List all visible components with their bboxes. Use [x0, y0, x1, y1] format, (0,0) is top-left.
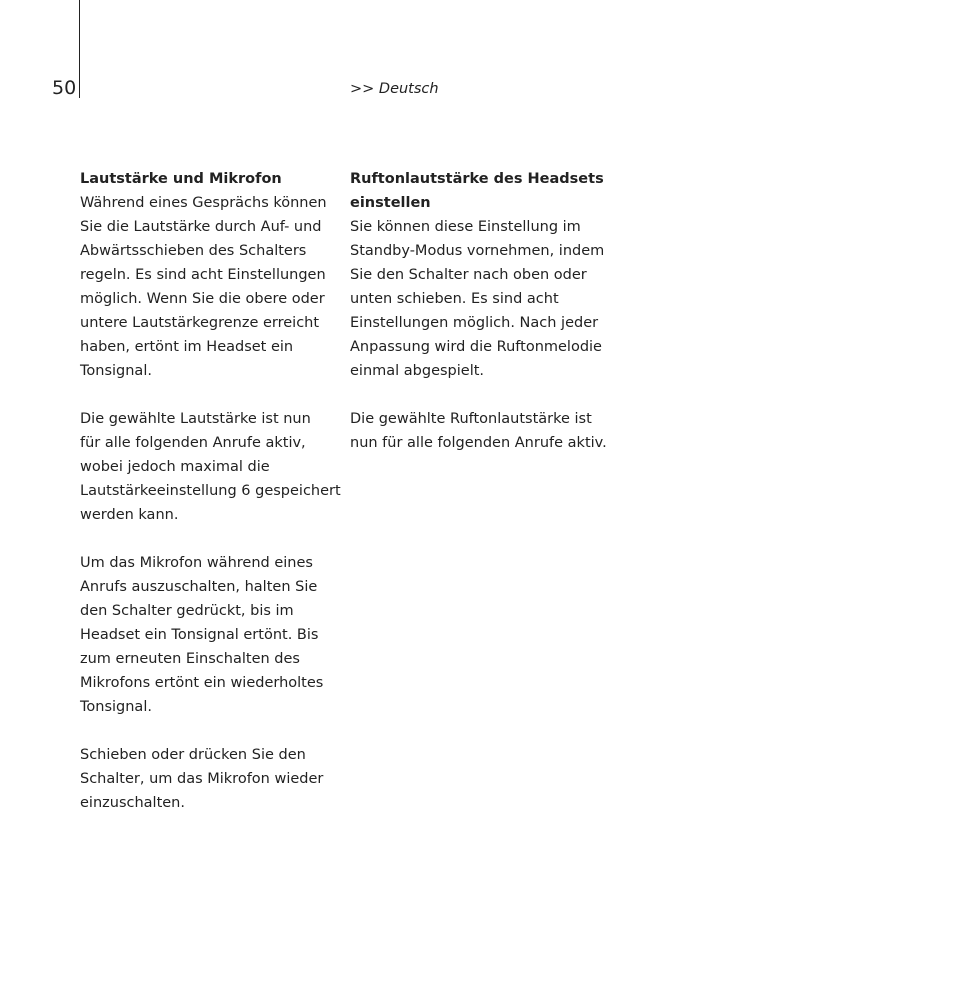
section-heading-ringtone-volume — [350, 167, 612, 215]
section-heading-volume-microphone — [80, 167, 342, 191]
heading-line: einstellen — [350, 195, 431, 211]
text-line: Sie die Lautstärke durch Auf- und — [80, 219, 322, 235]
text-line: Tonsignal. — [80, 363, 152, 379]
text-line: Sie den Schalter nach oben oder — [350, 267, 587, 283]
text-line: Schieben oder drücken Sie den — [80, 747, 306, 763]
text-line: Einstellungen möglich. Nach jeder — [350, 315, 599, 331]
text-line: haben, ertönt im Headset ein — [80, 339, 294, 355]
text-line: Abwärtsschieben des Schalters — [80, 243, 307, 259]
text-line: Anpassung wird die Ruftonmelodie — [350, 339, 602, 355]
text-line: Standby-Modus vornehmen, indem — [350, 243, 605, 259]
paragraph-mute-microphone — [80, 551, 342, 719]
text-line: Lautstärkeeinstellung 6 gespeichert — [80, 483, 341, 499]
text-line: möglich. Wenn Sie die obere oder — [80, 291, 325, 307]
paragraph-ringtone-adjust — [350, 215, 612, 383]
text-line: Headset ein Tonsignal ertönt. Bis — [80, 627, 319, 643]
right-column — [350, 167, 612, 455]
text-line: einzuschalten. — [80, 795, 185, 811]
text-line: zum erneuten Einschalten des — [80, 651, 300, 667]
text-line: untere Lautstärkegrenze erreicht — [80, 315, 320, 331]
text-line: den Schalter gedrückt, bis im — [80, 603, 294, 619]
text-line: Während eines Gesprächs können — [80, 195, 327, 211]
text-line: Mikrofons ertönt ein wiederholtes — [80, 675, 324, 691]
text-line: für alle folgenden Anrufe aktiv, — [80, 435, 306, 451]
paragraph-volume-adjust — [80, 191, 342, 383]
text-line: Tonsignal. — [80, 699, 152, 715]
text-line: Anrufs auszuschalten, halten Sie — [80, 579, 318, 595]
left-column — [80, 167, 342, 815]
text-line: nun für alle folgenden Anrufe aktiv. — [350, 435, 607, 451]
paragraph-ringtone-saved — [350, 407, 612, 455]
text-line: Schalter, um das Mikrofon wieder — [80, 771, 324, 787]
text-line: Die gewählte Lautstärke ist nun — [80, 411, 311, 427]
text-line: wobei jedoch maximal die — [80, 459, 270, 475]
text-line: Um das Mikrofon während eines — [80, 555, 313, 571]
text-line: Sie können diese Einstellung im — [350, 219, 581, 235]
text-line: unten schieben. Es sind acht — [350, 291, 559, 307]
heading-line: Lautstärke und Mikrofon — [80, 171, 282, 187]
paragraph-volume-saved — [80, 407, 342, 527]
language-label: >> Deutsch — [350, 81, 439, 97]
text-line: regeln. Es sind acht Einstellungen — [80, 267, 326, 283]
text-line: einmal abgespielt. — [350, 363, 485, 379]
page-margin-rule — [79, 0, 80, 98]
paragraph-unmute-microphone — [80, 743, 342, 815]
heading-line: Ruftonlautstärke des Headsets — [350, 171, 604, 187]
text-line: Die gewählte Ruftonlautstärke ist — [350, 411, 592, 427]
text-line: werden kann. — [80, 507, 179, 523]
page-number: 50 — [52, 77, 77, 99]
